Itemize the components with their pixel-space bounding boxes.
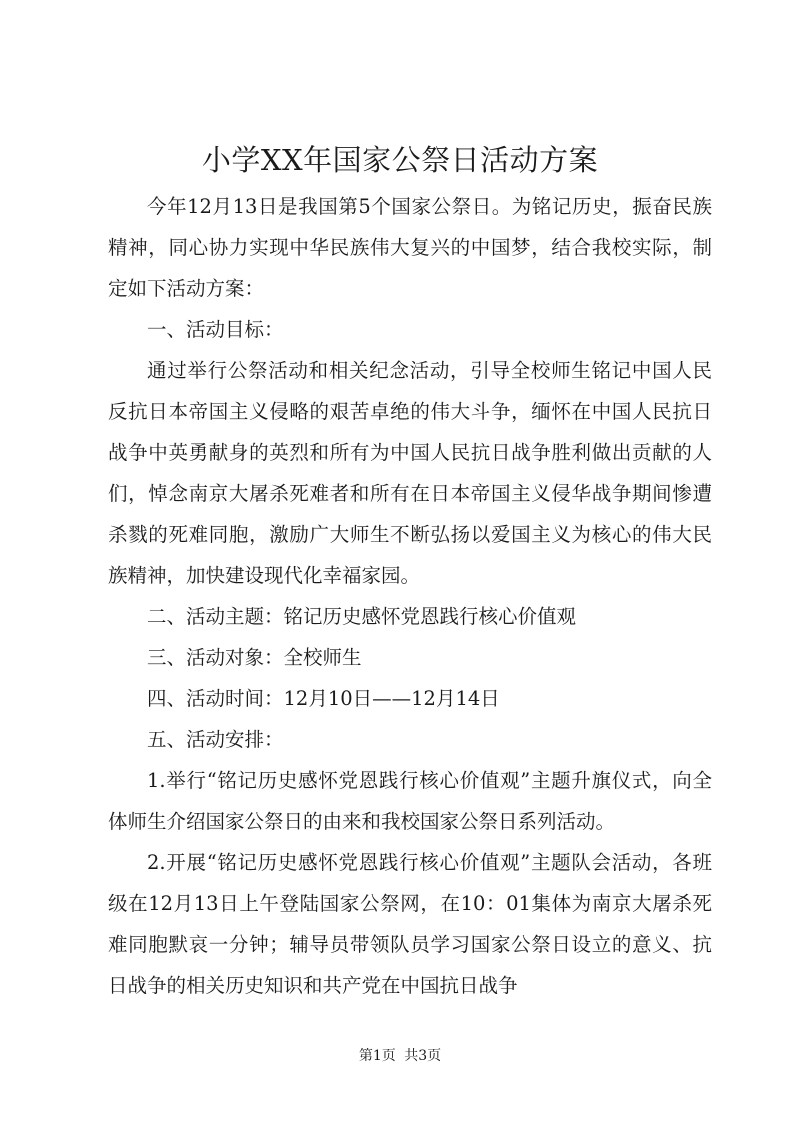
arrangement-item-1: 1.举行“铭记历史感怀党恩践行核心价值观”主题升旗仪式，向全体师生介绍国家公祭日的由来和我校国家公祭日系列活动。 <box>108 769 712 833</box>
page-number: 第1页 <box>358 1048 396 1064</box>
arrangement-item-2: 2.开展“铭记历史感怀党恩践行核心价值观”主题队会活动，各班级在12月13日上午登陆国家公祭网，在10：01集体为南京大屠杀死难同胞默哀一分钟；辅导员带领队员学习国家公祭日设立的意义、抗日战争的相关历史知识和共产党在中国抗日战争 <box>108 851 712 997</box>
section-heading-arrangement: 五、活动安排： <box>147 728 284 751</box>
page-title: 小学XX年国家公祭日活动方案 <box>201 143 599 177</box>
page-total: 共3页 <box>404 1048 442 1064</box>
document-body <box>108 186 712 1006</box>
goal-paragraph: 通过举行公祭活动和相关纪念活动，引导全校师生铭记中国人民反抗日本帝国主义侵略的艰苦卓绝的伟大斗争，缅怀在中国人民抗日战争中英勇献身的英烈和所有为中国人民抗日战争胜利做出贡献的人们，悼念南京大屠杀死难者和所有在日本帝国主义侵华战争期间惨遭杀戮的死难同胞，激励广大师生不断弘扬以爱国主义为核心的伟大民族精神，加快建设现代化幸福家园。 <box>108 359 712 587</box>
intro-paragraph: 今年12月13日是我国第5个国家公祭日。为铭记历史，振奋民族精神，同心协力实现中华民族伟大复兴的中国梦，结合我校实际，制定如下活动方案： <box>108 195 712 300</box>
section-audience: 三、活动对象：全校师生 <box>147 646 362 669</box>
section-theme: 二、活动主题：铭记历史感怀党恩践行核心价值观 <box>147 605 577 628</box>
section-heading-goal: 一、活动目标： <box>147 318 284 341</box>
page-footer <box>0 1046 800 1066</box>
section-time: 四、活动时间：12月10日——12月14日 <box>147 687 500 710</box>
